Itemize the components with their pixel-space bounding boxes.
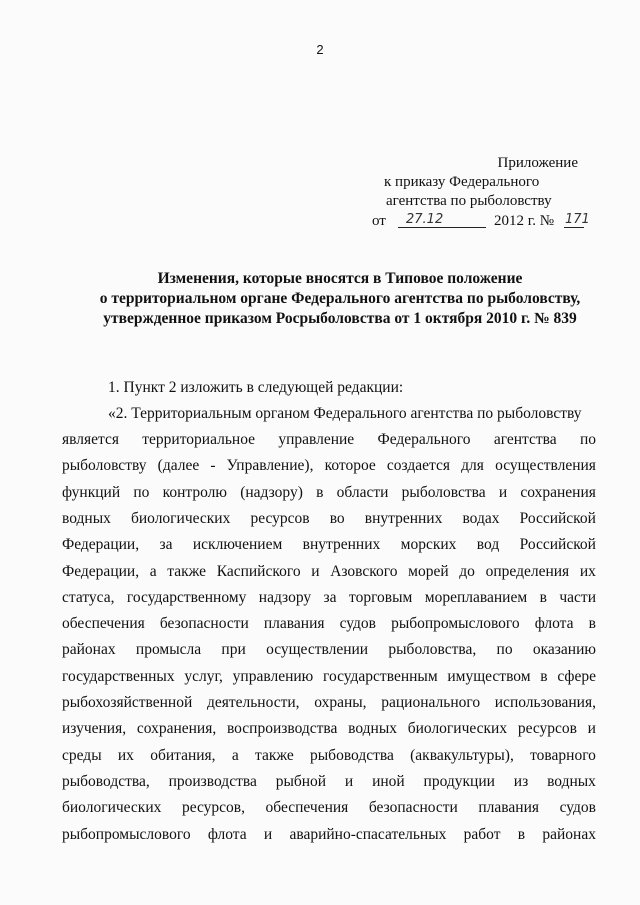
word: продукции	[423, 772, 495, 790]
word: а	[231, 746, 239, 764]
word: воспроизводства	[226, 720, 338, 738]
word: (надзору)	[240, 483, 303, 501]
word: флота	[534, 615, 574, 633]
title-line-3: утвержденное приказом Росрыболовства от 1 октября 2010 г. № 839	[103, 310, 577, 327]
word: Управление),	[226, 457, 314, 475]
word: ресурсов	[250, 509, 310, 527]
date-prefix: от	[372, 213, 386, 229]
document-title	[60, 269, 620, 329]
word: районах	[542, 825, 596, 843]
word: исключением	[192, 536, 283, 554]
word: во	[329, 509, 345, 527]
word: надзору	[258, 588, 312, 606]
word: судов	[559, 799, 596, 817]
word: имуществом	[447, 667, 531, 685]
word: услуг,	[184, 667, 223, 685]
word: Федерального	[377, 431, 471, 448]
word: ресурсов	[517, 720, 577, 738]
word: контролю	[162, 483, 227, 501]
word: для	[461, 457, 484, 475]
paragraph-line	[62, 427, 596, 453]
word: в	[588, 615, 596, 633]
paragraph-line	[62, 559, 596, 585]
word: (далее	[157, 457, 200, 475]
word: области	[336, 483, 389, 501]
appendix-line-3: агентства по рыболовству	[386, 193, 552, 209]
word: в	[316, 483, 324, 501]
title-line-1: Изменения, которые вносятся в Типовое положение	[157, 270, 523, 287]
word: Азовского	[330, 562, 398, 580]
handwritten-date: 27.12	[406, 212, 444, 227]
word: агентства	[493, 431, 557, 448]
word: биологических	[130, 509, 231, 527]
paragraph-line	[62, 822, 596, 848]
word: является	[62, 431, 119, 448]
word: внутренних	[364, 509, 443, 527]
word: за	[159, 536, 173, 554]
word: рыбной	[275, 772, 327, 790]
paragraph-line	[62, 769, 596, 795]
word: внутренних	[302, 536, 381, 554]
word: обеспечения	[62, 615, 145, 633]
word: в	[539, 588, 547, 606]
paragraph-line	[62, 795, 596, 821]
word: оказанию	[532, 641, 596, 659]
word: водных	[547, 772, 596, 790]
word: рационального	[381, 694, 481, 711]
word: также	[167, 562, 207, 580]
word: и	[498, 483, 508, 501]
word: мореплаванием	[424, 588, 528, 606]
word: промысла	[135, 641, 202, 659]
word: вод	[476, 536, 500, 554]
word: Российской	[519, 536, 596, 554]
handwritten-number: 171	[565, 212, 590, 227]
word: до	[459, 562, 475, 580]
word: управление	[278, 431, 355, 448]
date-underline	[398, 212, 486, 228]
paragraph-line	[62, 506, 596, 532]
number-underline	[564, 212, 590, 228]
word: товарного	[530, 746, 596, 764]
word: рыболовству	[62, 457, 147, 475]
word: рыболовства	[401, 483, 486, 501]
word: государственных	[62, 667, 175, 685]
paragraph-line	[62, 453, 596, 479]
word: государственным	[322, 667, 438, 685]
word: рыбопромыслового	[62, 825, 191, 843]
word: Федерации,	[62, 562, 140, 580]
word: и	[587, 720, 596, 738]
appendix-date-line	[372, 212, 602, 234]
word: торговым	[349, 588, 413, 606]
word: Российской	[519, 509, 596, 527]
word: обитания,	[150, 746, 216, 764]
word: плавания	[263, 615, 325, 633]
word: среды	[62, 746, 102, 764]
title-line-2: о территориальном органе Федерального агентства по рыболовству,	[99, 290, 581, 307]
word: безопасности	[368, 799, 458, 817]
word: районах	[62, 641, 116, 659]
word: а	[149, 562, 157, 580]
word: деятельности,	[206, 694, 300, 711]
word: территориальное	[142, 431, 256, 448]
word: иной	[372, 772, 405, 790]
word: за	[323, 588, 337, 606]
word: флота	[207, 825, 247, 843]
page-number: 2	[316, 42, 324, 57]
word: биологических	[62, 799, 162, 817]
word: управлению	[232, 667, 314, 685]
word: в	[540, 667, 548, 685]
word: статуса,	[62, 588, 115, 606]
word: из	[513, 772, 529, 790]
word: в	[517, 825, 526, 843]
word: работ	[463, 825, 501, 843]
word: которое	[324, 457, 376, 475]
paragraph-line	[62, 743, 596, 769]
word: рыбохозяйственной	[62, 694, 193, 711]
word: аварийно-спасательных	[289, 825, 447, 843]
appendix-block	[372, 154, 602, 234]
word: определения	[485, 562, 570, 580]
paragraph-first-line: «2. Территориальным органом Федерального агентства по рыболовству	[108, 405, 582, 422]
word: по	[133, 483, 150, 501]
paragraph-line	[62, 690, 596, 716]
word: части	[559, 588, 596, 606]
word: сохранения	[520, 483, 596, 501]
word: Каспийского	[216, 562, 301, 580]
word: сфере	[557, 667, 596, 685]
paragraph-line	[62, 480, 596, 506]
word: водных	[348, 720, 398, 738]
word: по	[496, 641, 513, 659]
appendix-line-1: Приложение	[497, 155, 578, 171]
paragraph-line	[62, 532, 596, 558]
word: осуществлении	[266, 641, 369, 659]
word: биологических	[407, 720, 508, 738]
paragraph-line	[62, 716, 596, 742]
word: морей	[408, 562, 449, 580]
word: водных	[62, 509, 111, 527]
word: рыболовства,	[388, 641, 477, 659]
word: создается	[386, 457, 451, 475]
word: судов	[339, 615, 376, 633]
paragraph-line	[62, 637, 596, 663]
word: осуществления	[495, 457, 596, 475]
word: и	[263, 825, 273, 843]
word: обеспечения	[265, 799, 349, 817]
word: рыбоводства,	[62, 772, 150, 790]
word: использования,	[494, 694, 596, 711]
word: -	[210, 457, 216, 475]
word: по	[579, 431, 596, 448]
item-1: 1. Пункт 2 изложить в следующей редакции:	[108, 379, 404, 396]
word: морских	[400, 536, 457, 554]
word: плавания	[478, 799, 540, 817]
word: изучения,	[62, 720, 127, 738]
word: государственному	[126, 588, 247, 606]
word: функций	[62, 483, 121, 501]
paragraph-line	[62, 664, 596, 690]
word: ресурсов,	[181, 799, 245, 817]
word: рыбопромыслового	[391, 615, 520, 633]
word: охраны,	[314, 694, 367, 711]
word: производства	[168, 772, 257, 790]
word: при	[221, 641, 246, 659]
word: и	[344, 772, 354, 790]
word: Федерации,	[62, 536, 140, 554]
word: (аквакультуры),	[410, 746, 514, 764]
word: безопасности	[159, 615, 249, 633]
word: их	[579, 562, 596, 580]
word: сохранения,	[136, 720, 217, 738]
paragraph-line	[62, 611, 596, 637]
word: рыбоводства	[310, 746, 394, 764]
word: и	[311, 562, 320, 580]
year-text: 2012 г. №	[494, 213, 555, 229]
paragraph-line	[62, 585, 596, 611]
word: также	[254, 746, 294, 764]
word: водах	[462, 509, 500, 527]
appendix-line-2: к приказу Федерального	[384, 174, 540, 190]
word: их	[117, 746, 134, 764]
